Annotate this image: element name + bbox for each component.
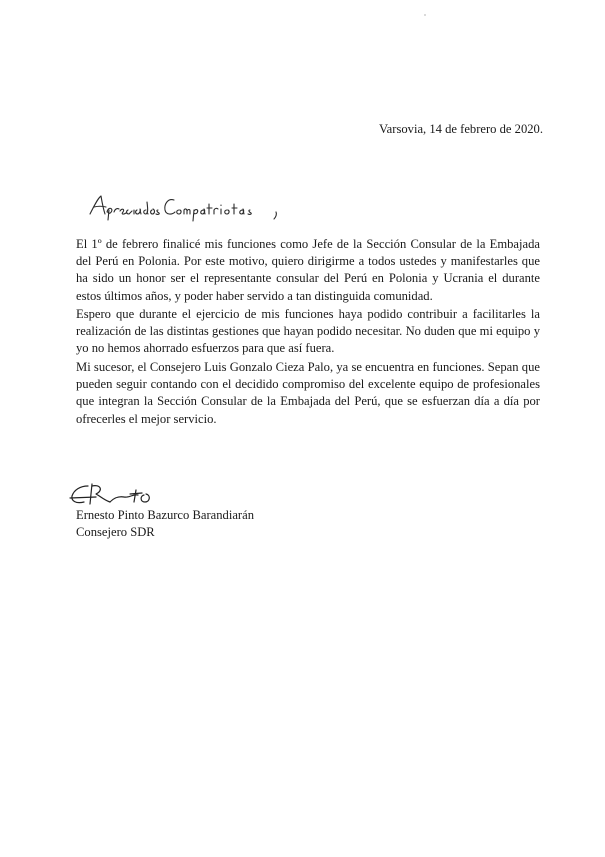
signer-name: Ernesto Pinto Bazurco Barandiarán [76, 508, 255, 522]
handwritten-signature [66, 480, 176, 510]
date-line: Varsovia, 14 de febrero de 2020. [378, 122, 543, 136]
scan-speck [424, 14, 426, 16]
paragraph-2: Espero que durante el ejercicio de mis funciones haya podido contribuir a facilitarles la realización de las distintas gestiones que hayan podido necesitar. No duden que mi equipo y yo no hemos ahorrado esfuerzos para que así fuera. [76, 307, 540, 356]
handwritten-salutation [86, 188, 316, 228]
paragraph-3: Mi sucesor, el Consejero Luis Gonzalo Cieza Palo, ya se encuentra en funciones. Sepan que pueden seguir contando con el decidido compromiso del excelente equipo de profesionales que integran la Sección Consular de la Embajada del Perú, que se esfuerzan día a día por ofrecerles el mejor servicio. [76, 360, 540, 426]
signer-title: Consejero SDR [76, 525, 155, 539]
paragraph-1: El 1º de febrero finalicé mis funciones como Jefe de la Sección Consular de la Embajada del Perú en Polonia. Por este motivo, quiero dirigirme a todos ustedes y manifestarles que ha sido un honor ser el representante consular del Perú en Polonia y Ucrania el durante estos últimos años, y poder haber servido a tan distinguida comunidad. [76, 237, 540, 303]
